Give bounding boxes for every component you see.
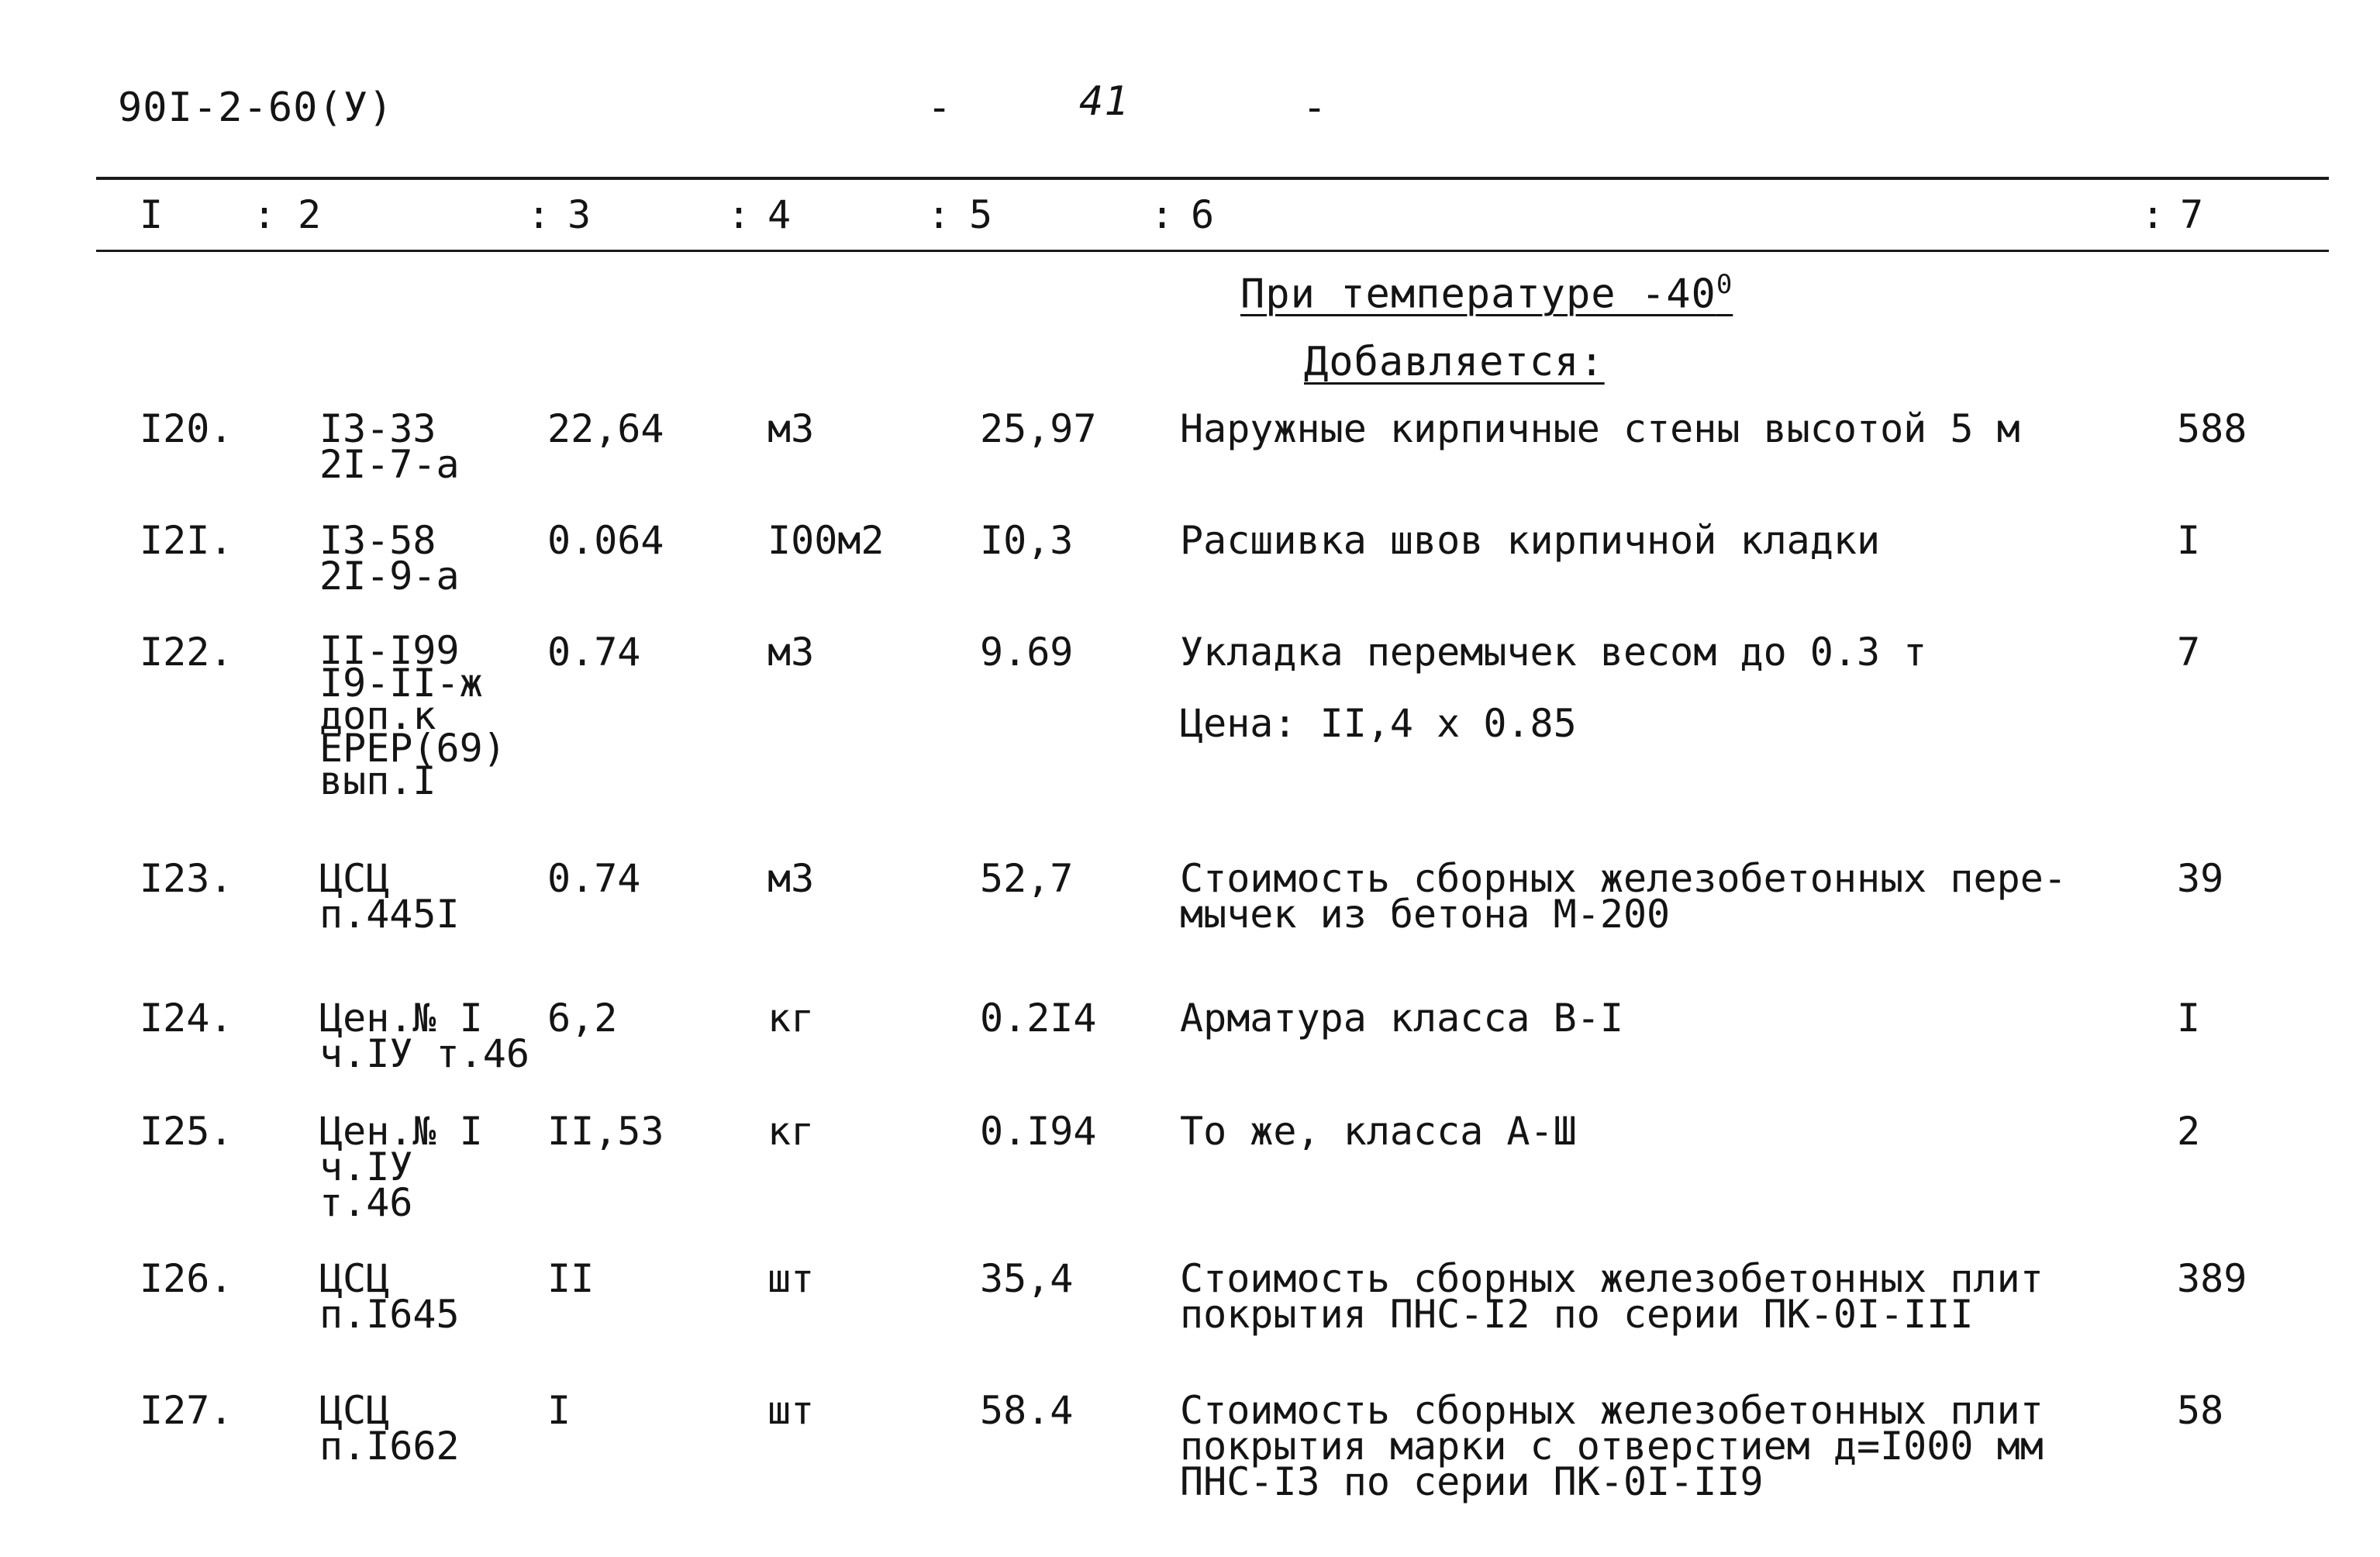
row-unit: м3	[767, 406, 815, 451]
row-total: 588	[2177, 406, 2247, 451]
row-description	[1180, 856, 2067, 937]
row-price: 58.4	[980, 1388, 1074, 1433]
row-unit: кг	[767, 996, 815, 1041]
row-code	[319, 856, 460, 937]
row-code-line: Цен.№ I	[319, 996, 483, 1041]
row-code-line: Цен.№ I	[319, 1109, 483, 1154]
row-code-line: ч.IУ т.46	[319, 1031, 529, 1076]
column-6-label: 6	[1191, 192, 1215, 237]
column-5-separator: :	[927, 192, 951, 237]
row-number: I26.	[140, 1256, 233, 1301]
header-dash-left: -	[927, 85, 953, 131]
row-total: 39	[2177, 856, 2224, 901]
row-unit: шт	[767, 1388, 815, 1433]
row-code-line: I9-II-ж	[319, 661, 483, 706]
row-price: 0.I94	[980, 1109, 1097, 1154]
row-code-line: ч.IУ	[319, 1144, 413, 1189]
row-quantity: 6,2	[547, 996, 618, 1041]
section-title-degree: 0	[1716, 269, 1733, 300]
row-description-line: ПНС-I3 по серии ПК-0I-II9	[1180, 1459, 1764, 1504]
row-total: 7	[2177, 630, 2201, 675]
row-quantity: 22,64	[547, 406, 664, 451]
page-number: 41	[1079, 78, 1130, 125]
row-description	[1180, 1109, 1577, 1154]
row-code-line: 2I-9-а	[319, 554, 460, 599]
row-code	[319, 518, 460, 599]
row-quantity: 0.064	[547, 518, 664, 563]
row-total: 2	[2177, 1109, 2201, 1154]
row-description-line: Наружные кирпичные стены высотой 5 м	[1180, 406, 2020, 451]
row-total: 389	[2177, 1256, 2247, 1301]
row-code	[319, 1109, 483, 1225]
row-quantity: II	[547, 1256, 595, 1301]
row-description-line: Стоимость сборных железобетонных плит	[1180, 1388, 2044, 1433]
section-title	[1240, 267, 1733, 318]
column-4-label: 4	[767, 192, 792, 237]
row-code-line: I3-58	[319, 518, 436, 563]
row-quantity: II,53	[547, 1109, 664, 1154]
row-code-line: доп.к	[319, 693, 436, 738]
column-3-label: 3	[567, 192, 592, 237]
row-description	[1180, 518, 1881, 563]
row-description-line: Арматура класса В-I	[1180, 996, 1623, 1041]
table-top-rule	[96, 177, 2329, 180]
row-description	[1180, 1388, 2044, 1504]
row-unit: кг	[767, 1109, 815, 1154]
row-total: 58	[2177, 1388, 2224, 1433]
row-number: I22.	[140, 630, 233, 675]
section-title-text: При температуре -40	[1240, 271, 1716, 318]
row-description-line: Стоимость сборных железобетонных плит	[1180, 1256, 2044, 1301]
row-quantity: 0.74	[547, 856, 641, 901]
row-description	[1180, 406, 2020, 451]
row-code-line: I3-33	[319, 406, 436, 451]
row-number: I25.	[140, 1109, 233, 1154]
row-price-note: Цена: II,4 х 0.85	[1180, 701, 1577, 746]
row-number: I27.	[140, 1388, 233, 1433]
row-code-line: ЕРЕР(69)	[319, 726, 506, 771]
row-price: 25,97	[980, 406, 1097, 451]
row-description-line: покрытия марки с отверстием д=I000 мм	[1180, 1424, 2044, 1469]
row-price: 9.69	[980, 630, 1074, 675]
row-description-line: То же, класса А-Ш	[1180, 1109, 1577, 1154]
column-6-separator: :	[1150, 192, 1174, 237]
row-total: I	[2177, 996, 2201, 1041]
row-code-line: ЦСЦ	[319, 856, 390, 901]
row-description-line: мычек из бетона М-200	[1180, 892, 1671, 937]
column-2-separator: :	[253, 192, 277, 237]
column-2-label: 2	[298, 192, 322, 237]
column-3-separator: :	[527, 192, 551, 237]
row-quantity: 0.74	[547, 630, 641, 675]
row-price: 0.2I4	[980, 996, 1097, 1041]
row-description-line: Расшивка швов кирпичной кладки	[1180, 518, 1881, 563]
header-dash-right: -	[1302, 85, 1328, 131]
row-number: I20.	[140, 406, 233, 451]
row-price: 52,7	[980, 856, 1074, 901]
row-description	[1180, 630, 1927, 675]
row-code-line: п.445I	[319, 892, 460, 937]
column-7-label: 7	[2180, 192, 2204, 237]
row-code-line: ЦСЦ	[319, 1388, 390, 1433]
column-7-separator: :	[2141, 192, 2165, 237]
row-number: I23.	[140, 856, 233, 901]
row-code	[319, 1388, 460, 1469]
document-series: 90I-2-60(У)	[118, 85, 394, 131]
row-unit: шт	[767, 1256, 815, 1301]
row-code	[319, 1256, 460, 1337]
row-description	[1180, 996, 1623, 1041]
row-unit: м3	[767, 630, 815, 675]
row-code-line: вып.I	[319, 758, 436, 803]
row-code-line: 2I-7-а	[319, 442, 460, 487]
row-description-line: Укладка перемычек весом до 0.3 т	[1180, 630, 1927, 675]
section-subtitle: Добавляется:	[1304, 339, 1605, 385]
row-price: I0,3	[980, 518, 1074, 563]
row-description-line: Стоимость сборных железобетонных пере-	[1180, 856, 2067, 901]
row-code-line: п.I645	[319, 1292, 460, 1337]
row-number: I24.	[140, 996, 233, 1041]
column-4-separator: :	[727, 192, 751, 237]
column-5-label: 5	[969, 192, 993, 237]
row-code-line: п.I662	[319, 1424, 460, 1469]
row-unit: I00м2	[767, 518, 885, 563]
row-description-line: покрытия ПНС-I2 по серии ПК-0I-III	[1180, 1292, 1974, 1337]
row-price: 35,4	[980, 1256, 1074, 1301]
row-quantity: I	[547, 1388, 571, 1433]
row-number: I2I.	[140, 518, 233, 563]
column-1-label: I	[140, 192, 164, 237]
table-header-rule	[96, 250, 2329, 252]
row-code-line: II-I99	[319, 628, 460, 673]
row-code-line: ЦСЦ	[319, 1256, 390, 1301]
row-unit: м3	[767, 856, 815, 901]
row-description	[1180, 1256, 2044, 1337]
row-code-line: т.46	[319, 1180, 413, 1225]
row-code	[319, 996, 529, 1076]
row-code	[319, 628, 506, 803]
row-total: I	[2177, 518, 2201, 563]
row-code	[319, 406, 460, 487]
